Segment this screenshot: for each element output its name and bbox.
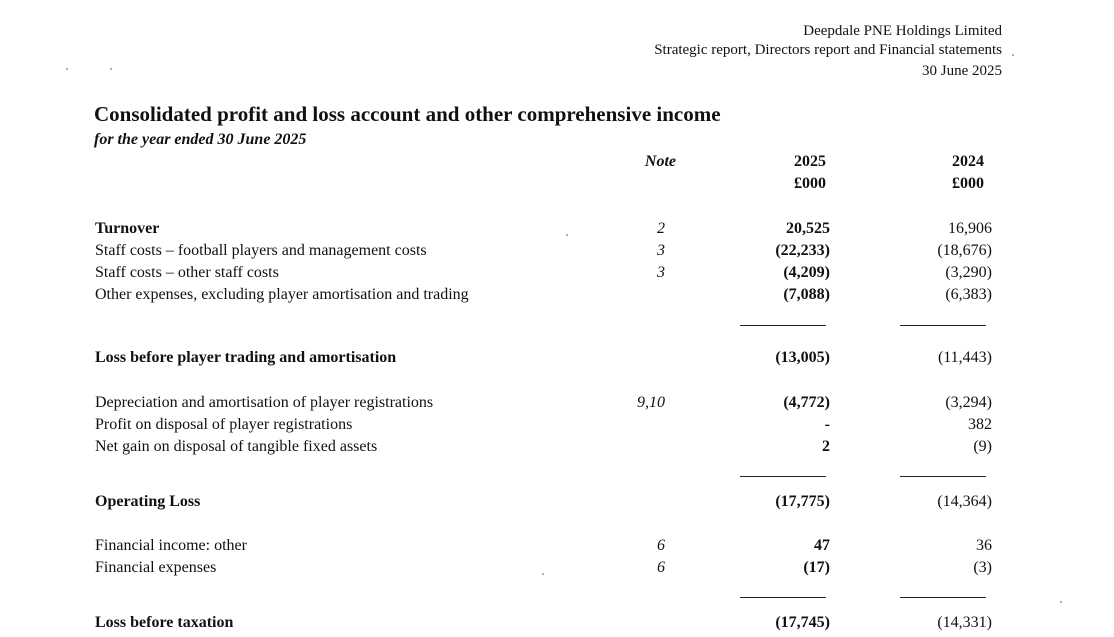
- row-label: Financial expenses: [95, 559, 217, 576]
- row-current-value: (17): [803, 559, 830, 576]
- row-label: Net gain on disposal of tangible fixed assets: [95, 438, 378, 455]
- subtotal-rule: [740, 325, 826, 326]
- row-profit-disposal-players: [0, 414, 1114, 436]
- scan-speck: [66, 68, 68, 70]
- current-year-label: 2025: [794, 153, 826, 170]
- row-financial-expenses: [0, 557, 1114, 579]
- subtotal-rule: [900, 597, 986, 598]
- company-name: Deepdale PNE Holdings Limited: [803, 23, 1002, 39]
- current-year-header: [730, 151, 826, 195]
- row-current-value: -: [824, 416, 830, 433]
- scan-speck: [542, 573, 544, 575]
- row-note: 6: [657, 559, 665, 576]
- row-net-gain-fixed-assets: [0, 436, 1114, 458]
- report-title: Strategic report, Directors report and Financial statements: [654, 42, 1002, 58]
- scan-speck: [1012, 54, 1014, 56]
- row-current-value: 47: [814, 537, 830, 554]
- row-current-value: (17,775): [775, 493, 830, 510]
- row-prior-value: (9): [973, 438, 992, 455]
- row-label: Turnover: [95, 220, 160, 237]
- subtotal-rule: [900, 325, 986, 326]
- prior-year-label: 2024: [952, 153, 984, 170]
- row-current-value: 20,525: [786, 220, 830, 237]
- row-prior-value: (3,290): [945, 264, 992, 281]
- row-label: Operating Loss: [95, 493, 201, 510]
- scan-speck: [110, 68, 112, 70]
- row-prior-value: 16,906: [948, 220, 992, 237]
- row-label: Other expenses, excluding player amortisation and trading: [95, 286, 469, 303]
- row-current-value: 2: [822, 438, 830, 455]
- row-label: Loss before taxation: [95, 614, 234, 631]
- row-current-value: (4,772): [783, 394, 830, 411]
- row-prior-value: (3): [973, 559, 992, 576]
- row-label: Depreciation and amortisation of player registrations: [95, 394, 434, 411]
- subtotal-rule: [900, 476, 986, 477]
- statement-subtitle: for the year ended 30 June 2025: [94, 131, 307, 148]
- row-financial-income: [0, 535, 1114, 557]
- row-prior-value: (11,443): [937, 349, 992, 366]
- statement-title: Consolidated profit and loss account and other comprehensive income: [94, 102, 721, 126]
- scan-speck: [566, 234, 568, 236]
- row-note: 3: [657, 242, 665, 259]
- prior-year-header: [890, 151, 984, 195]
- row-staff-costs-other: [0, 262, 1114, 284]
- row-current-value: (4,209): [783, 264, 830, 281]
- row-current-value: (13,005): [775, 349, 830, 366]
- row-note: 3: [657, 264, 665, 281]
- subtotal-rule: [740, 597, 826, 598]
- row-current-value: (7,088): [783, 286, 830, 303]
- row-prior-value: (6,383): [945, 286, 992, 303]
- report-date: 30 June 2025: [922, 63, 1002, 79]
- row-current-value: (17,745): [775, 614, 830, 631]
- row-note: 9,10: [637, 394, 665, 411]
- row-depreciation: [0, 392, 1114, 414]
- row-prior-value: (18,676): [937, 242, 992, 259]
- current-year-unit: £000: [794, 175, 826, 192]
- row-loss-before-taxation: [0, 612, 1114, 634]
- row-other-expenses: [0, 284, 1114, 306]
- row-prior-value: (3,294): [945, 394, 992, 411]
- row-staff-costs-players: [0, 240, 1114, 262]
- row-prior-value: 382: [968, 416, 992, 433]
- row-label: Staff costs – football players and management costs: [95, 242, 427, 259]
- note-column-header: Note: [644, 153, 676, 170]
- row-turnover: [0, 218, 1114, 240]
- row-note: 6: [657, 537, 665, 554]
- row-operating-loss: [0, 491, 1114, 513]
- row-label: Staff costs – other staff costs: [95, 264, 279, 281]
- row-note: 2: [657, 220, 665, 237]
- row-label: Financial income: other: [95, 537, 247, 554]
- row-prior-value: (14,364): [937, 493, 992, 510]
- row-prior-value: 36: [976, 537, 992, 554]
- prior-year-unit: £000: [952, 175, 984, 192]
- row-prior-value: (14,331): [937, 614, 992, 631]
- subtotal-rule: [740, 476, 826, 477]
- row-loss-before-trading: [0, 347, 1114, 369]
- row-label: Loss before player trading and amortisation: [95, 349, 397, 366]
- scan-speck: [1060, 601, 1062, 603]
- row-current-value: (22,233): [775, 242, 830, 259]
- row-label: Profit on disposal of player registrations: [95, 416, 353, 433]
